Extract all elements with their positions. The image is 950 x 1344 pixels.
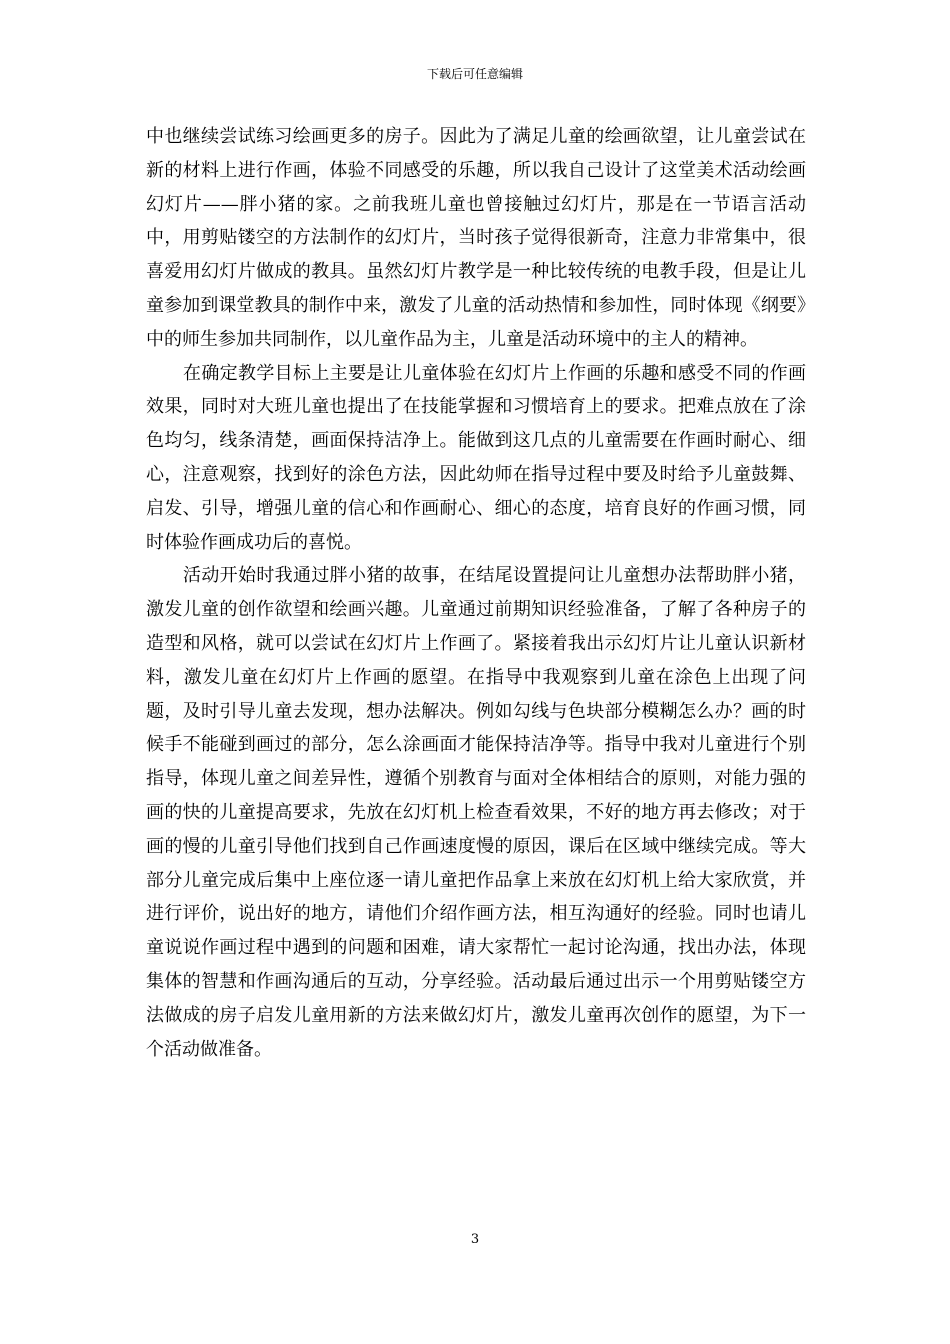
document-body <box>146 120 806 1066</box>
paragraph-2: 在确定教学目标上主要是让儿童体验在幻灯片上作画的乐趣和感受不同的作画效果，同时对大班儿童也提出了在技能掌握和习惯培育上的要求。把难点放在了涂色均匀，线条清楚，画面保持洁净上。能做到这几点的儿童需要在作画时耐心、细心，注意观察，找到好的涂色方法，因此幼师在指导过程中要及时给予儿童鼓舞、启发、引导，增强儿童的信心和作画耐心、细心的态度，培育良好的作画习惯，同时体验作画成功后的喜悦。 <box>146 362 806 553</box>
paragraph-1: 中也继续尝试练习绘画更多的房子。因此为了满足儿童的绘画欲望，让儿童尝试在新的材料上进行作画，体验不同感受的乐趣，所以我自己设计了这堂美术活动绘画幻灯片——胖小猪的家。之前我班儿童也曾接触过幻灯片，那是在一节语言活动中，用剪贴镂空的方法制作的幻灯片，当时孩子觉得很新奇，注意力非常集中，很喜爱用幻灯片做成的教具。虽然幻灯片教学是一种比较传统的电教手段，但是让儿童参加到课堂教具的制作中来，激发了儿童的活动热情和参加性，同时体现《纲要》中的师生参加共同制作，以儿童作品为主，儿童是活动环境中的主人的精神。 <box>146 126 806 350</box>
page-header: 下载后可任意编辑 <box>426 67 523 81</box>
paragraph-3: 活动开始时我通过胖小猪的故事，在结尾设置提问让儿童想办法帮助胖小猪，激发儿童的创作欲望和绘画兴趣。儿童通过前期知识经验准备，了解了各种房子的造型和风格，就可以尝试在幻灯片上作画了。紧接着我出示幻灯片让儿童认识新材料，激发儿童在幻灯片上作画的愿望。在指导中我观察到儿童在涂色上出现了问题，及时引导儿童去发现，想办法解决。例如勾线与色块部分模糊怎么办？画的时候手不能碰到画过的部分，怎么涂画面才能保持洁净等。指导中我对儿童进行个别指导，体现儿童之间差异性，遵循个别教育与面对全体相结合的原则，对能力强的画的快的儿童提高要求，先放在幻灯机上检查看效果，不好的地方再去修改；对于画的慢的儿童引导他们找到自己作画速度慢的原因，课后在区域中继续完成。等大部分儿童完成后集中上座位逐一请儿童把作品拿上来放在幻灯机上给大家欣赏，并进行评价，说出好的地方，请他们介绍作画方法，相互沟通好的经验。同时也请儿童说说作画过程中遇到的问题和困难，请大家帮忙一起讨论沟通，找出办法，体现集体的智慧和作画沟通后的互动，分享经验。活动最后通过出示一个用剪贴镂空方法做成的房子启发儿童用新的方法来做幻灯片，激发儿童再次创作的愿望，为下一个活动做准备。 <box>146 565 806 1060</box>
page-number: 3 <box>470 1232 480 1247</box>
